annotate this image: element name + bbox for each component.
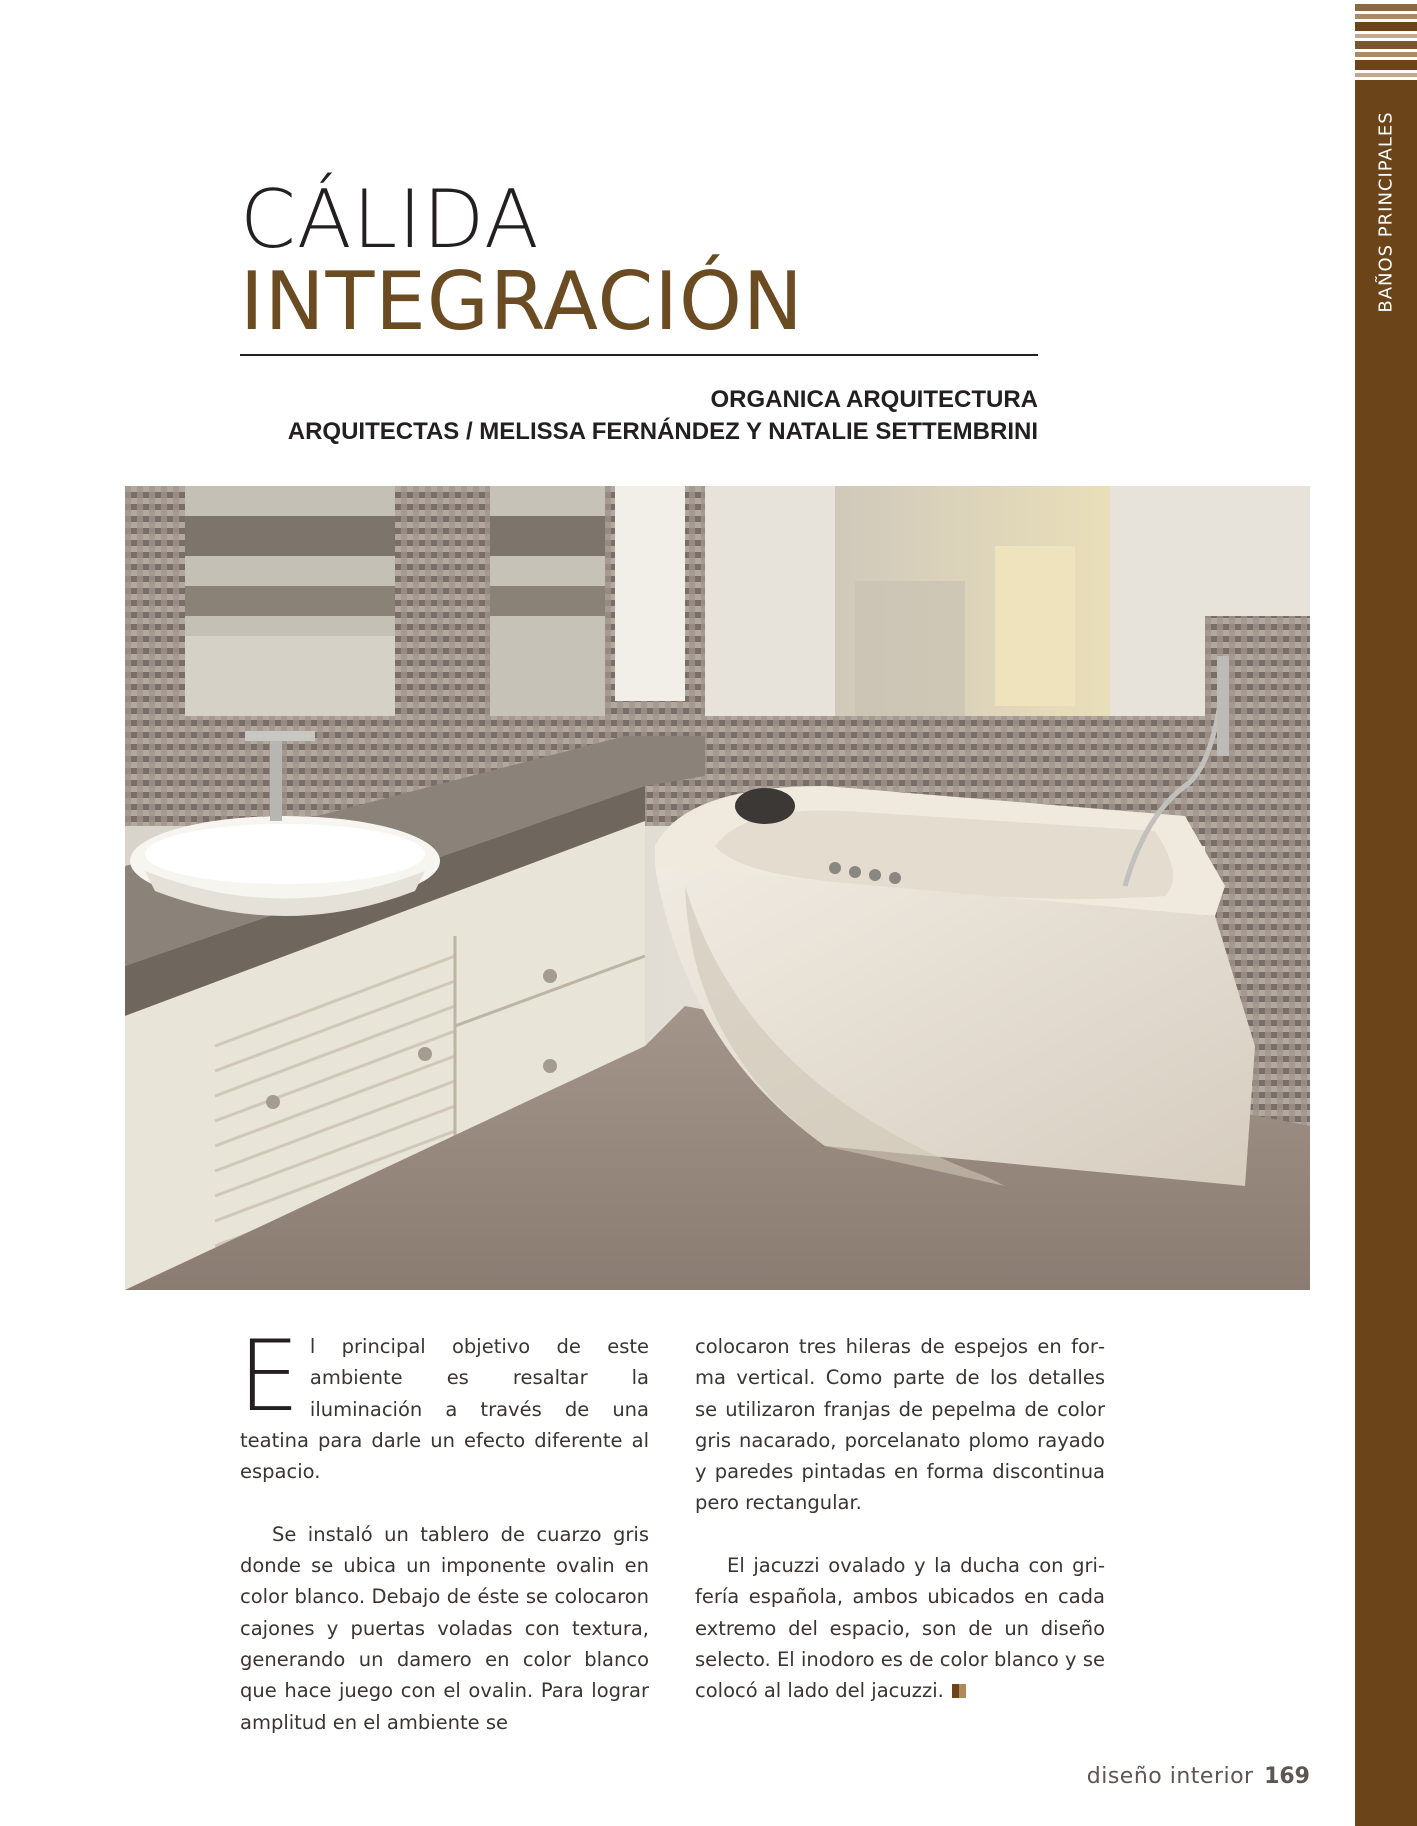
bathroom-photo <box>125 486 1310 1290</box>
end-of-article-icon <box>952 1684 966 1698</box>
title-divider <box>240 354 1038 356</box>
paragraph-jacuzzi: El jacuzzi ovalado y la ducha con grifería española, ambos ubicados en cada extremo del espacio, son de un diseño selecto. El inodoro es de color blanco y se colocó al lado del jacuzzi. <box>695 1554 1105 1703</box>
article-title-line-1: CÁLIDA <box>240 173 540 266</box>
article-body-right-column <box>695 1331 1105 1738</box>
paragraph-countertop: Se instaló un tablero de cuarzo gris donde se ubica un imponente ovalin en color blanco. Debajo de éste se colocaron cajones y puertas voladas con textura, generando un damero en color blanco que hace juego con el ovalin. Para lograr amplitud en el ambiente se <box>240 1522 649 1734</box>
architects-credit: ARQUITECTAS / MELISSA FERNÁNDEZ Y NATALIE SETTEMBRINI <box>287 418 1038 445</box>
article-title-line-2: INTEGRACIÓN <box>240 255 804 348</box>
drop-cap: E <box>238 1320 300 1434</box>
article-body-left-column <box>238 1320 649 1769</box>
page-number: 169 <box>1264 1764 1310 1789</box>
paragraph-mirrors: colocaron tres hileras de espejos en forma vertical. Como parte de los detalles se utilizaron franjas de pepelma de color gris nacarado, porcelanato plomo rayado y paredes pintadas en forma discontinua pero rectangular. <box>695 1335 1105 1515</box>
section-label: BAÑOS PRINCIPALES <box>1375 111 1397 313</box>
firm-credit: ORGANICA ARQUITECTURA <box>710 386 1038 413</box>
magazine-name: diseño interior <box>1086 1764 1254 1789</box>
paragraph-intro: El principal objetivo de este ambiente es resaltar la iluminación a través de una teatina para darle un efecto diferente al espacio. <box>238 1320 649 1484</box>
page-footer <box>1087 1764 1310 1789</box>
decorative-stripes <box>1355 0 1417 92</box>
